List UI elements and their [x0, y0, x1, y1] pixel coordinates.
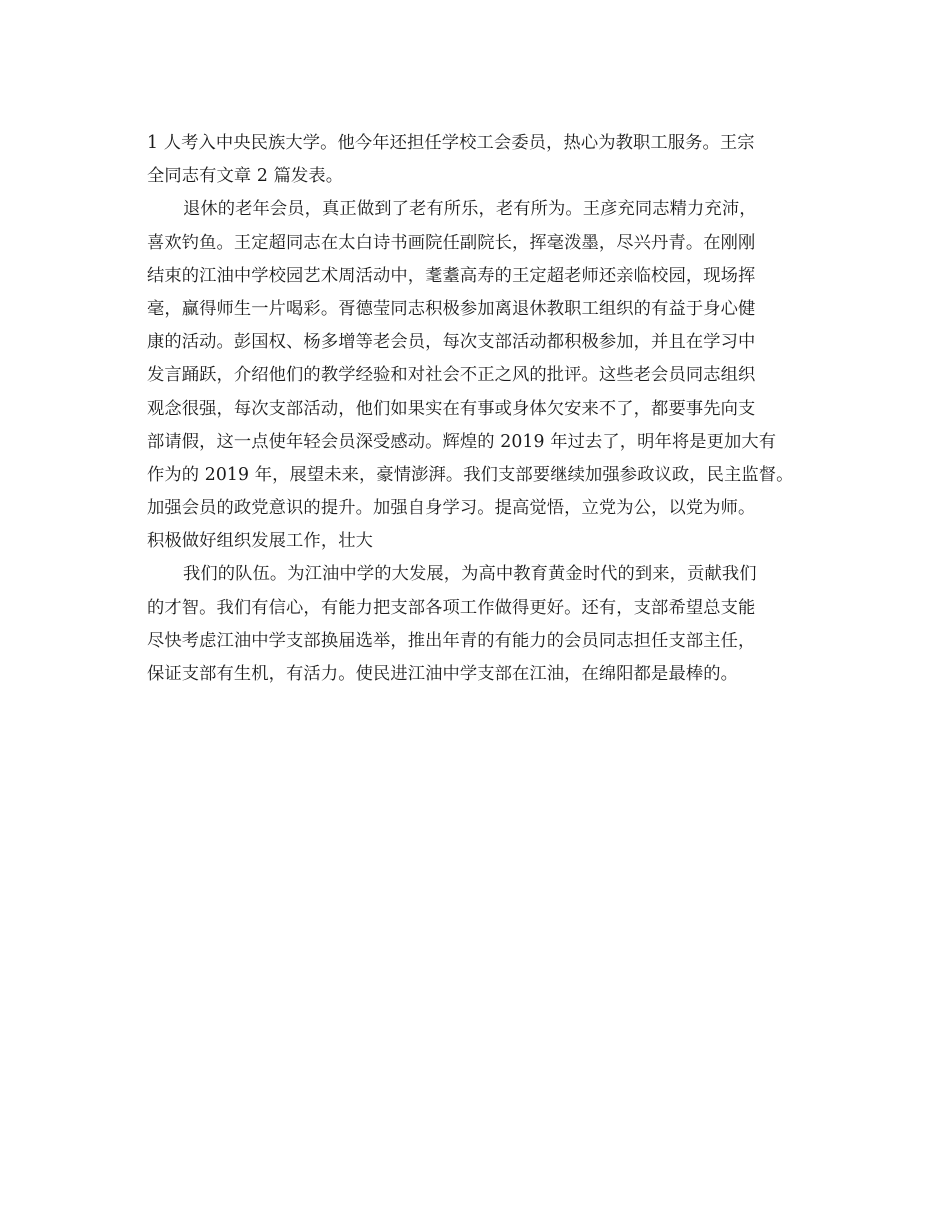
text-line: 的才智。我们有信心，有能力把支部各项工作做得更好。还有，支部希望总支能	[147, 597, 756, 618]
text-line: 退休的老年会员，真正做到了老有所乐，老有所为。王彦充同志精力充沛，	[183, 199, 757, 220]
text-line: 观念很强，每次支部活动，他们如果实在有事或身体欠安来不了，都要事先向支	[147, 398, 756, 419]
text-line: 加强会员的政党意识的提升。加强自身学习。提高觉悟，立党为公，以党为师。	[147, 498, 756, 519]
text-line: 毫，赢得师生一片喝彩。胥德莹同志积极参加离退休教职工组织的有益于身心健	[147, 298, 756, 319]
text-line: 结束的江油中学校园艺术周活动中，耄耋高寿的王定超老师还亲临校园，现场挥	[147, 265, 756, 286]
text-line: 发言踊跃，介绍他们的教学经验和对社会不正之风的批评。这些老会员同志组织	[147, 365, 756, 386]
text-line: 全同志有文章 2 篇发表。	[147, 166, 344, 187]
text-line: 1 人考入中央民族大学。他今年还担任学校工会委员，热心为教职工服务。王宗	[147, 133, 755, 153]
text-line: 我们的队伍。为江油中学的大发展，为高中教育黄金时代的到来，贡献我们	[183, 564, 757, 585]
text-line: 尽快考虑江油中学支部换届选举，推出年青的有能力的会员同志担任支部主任，	[147, 630, 756, 651]
text-line: 康的活动。彭国权、杨多增等老会员，每次支部活动都积极参加，并且在学习中	[147, 332, 756, 353]
text-line: 部请假，这一点使年轻会员深受感动。辉煌的 2019 年过去了，明年将是更加大有	[147, 431, 777, 452]
body-text	[147, 127, 837, 691]
text-line: 保证支部有生机，有活力。使民进江油中学支部在江油，在绵阳都是最棒的。	[147, 664, 738, 684]
text-line: 喜欢钓鱼。王定超同志在太白诗书画院任副院长，挥毫泼墨，尽兴丹青。在刚刚	[147, 232, 756, 253]
text-line: 作为的 2019 年，展望未来，豪情澎湃。我们支部要继续加强参政议政，民主监督。	[147, 464, 794, 485]
text-line: 积极做好组织发展工作，壮大	[147, 531, 373, 552]
